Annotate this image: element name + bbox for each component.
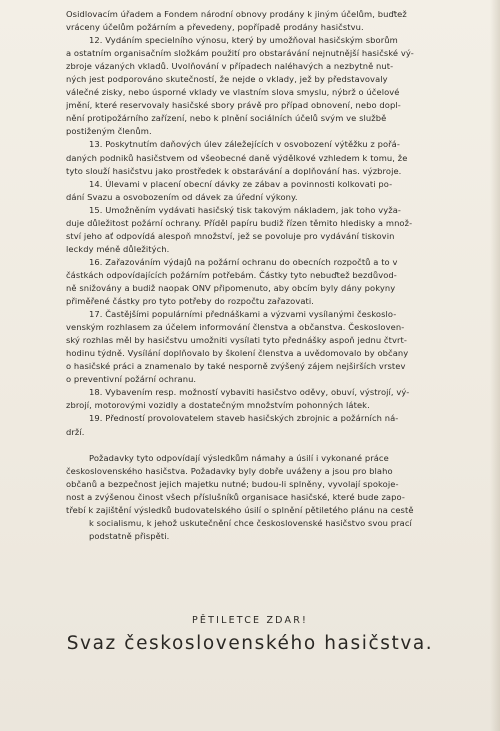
- paragraph-gap: [66, 439, 492, 452]
- text-line: ných jest podporováno skutečností, že nejde o vklady, jež by představovaly: [66, 74, 388, 85]
- text-line: ství jeho ať odpovídá alespoň množství, jež se povoluje pro vydávání tiskovin: [66, 230, 395, 241]
- text-line: ně snižovány a budiž naopak ONV připomenuto, aby obcím byly dány pokyny: [66, 282, 396, 293]
- text-line: československého hasičstva. Požadavky byly dobře uváženy a jsou pro blaho: [66, 465, 393, 476]
- text-line: 18. Vybavením resp. možností vybaviti hasičstvo oděvy, obuví, výstrojí, vý-: [89, 387, 410, 398]
- text-line: tyto slouží hasičstvu jako prostředek k obstarávání a doplňování has. výzbroje.: [66, 165, 402, 176]
- text-line: jmění, které reservovaly hasičské sbory právě pro případ obnovení, nebo dopl-: [66, 100, 401, 111]
- text-line: 14. Úlevami v placení obecní dávky ze zábav a povinnosti kolkovati po-: [89, 178, 393, 189]
- text-line: částkách odpovídajících požárním potřebám. Částky tyto nebuďtež bezdůvod-: [66, 269, 397, 280]
- text-line: k socialismu, k jehož uskutečnění chce československé hasičstvo svou prací: [89, 517, 412, 528]
- text-line: zbrojí, motorovými vozidly a dostatečným množstvím pohonných látek.: [66, 400, 370, 411]
- text-line: třebí k zajištění výsledků budovatelského úsilí o splnění pětiletého plánu na cestě: [66, 504, 414, 515]
- text-line: nění protipožárního zařízení, nebo k plnění sociálních účelů svým ve službě: [66, 113, 387, 124]
- text-line: vráceny účelům požárním a převedeny, popřípadě prodány hasičstvu.: [66, 22, 364, 33]
- text-line: přiměřené částky pro tyto potřeby do rozpočtu zařazovati.: [66, 296, 315, 307]
- text-line: daných podniků hasičstvem od všeobecné daně výdělkové vzhledem k tomu, že: [66, 152, 408, 163]
- text-line: občanů a bezpečnost jejich majetku nutné; budou-li splněny, vyvolají spokoje-: [66, 478, 399, 489]
- text-line: zbroje vázaných vkladů. Uvolňování v případech naléhavých a nezbytně nut-: [66, 61, 394, 72]
- text-line: 15. Umožněním vydávati hasičský tisk takovým nákladem, jak toho vyža-: [89, 204, 402, 215]
- text-line: nost a zvýšenou činost všech příslušníků organisace hasičské, které bude zapo-: [66, 491, 405, 502]
- text-line: drží.: [66, 426, 85, 437]
- text-line: 19. Předností provolovatelem staveb hasičských zbrojnic a požárních ná-: [89, 413, 399, 424]
- text-line: podstatně přispěti.: [89, 530, 170, 541]
- text-line: ský rozhlas měl by hasičstvu umožniti vysílati tyto přednášky aspoň jednu čtvrt-: [66, 335, 407, 346]
- text-line: postiženým členům.: [66, 126, 152, 137]
- text-line: o hasičské práci a znamenalo by také nesporně zvýšený zájem nejširších vrstev: [66, 361, 406, 372]
- signature-organization: Svaz československého hasičstva.: [66, 633, 434, 654]
- page-edge: [490, 0, 500, 731]
- text-line: 16. Zařazováním výdajů na požární ochranu do obecních rozpočtů a to v: [89, 256, 398, 267]
- text-line: a ostatním organisačním složkám použití pro obstarávání nejnutnější hasičské vý-: [66, 48, 414, 59]
- text-line: 17. Častějšími populárními přednáškami a výzvami vysílanými českoslo-: [89, 309, 397, 320]
- text-line: Osidlovacím úřadem a Fondem národní obnovy prodány k jiným účelům, buďtež: [66, 9, 407, 19]
- text-line: válečné zisky, nebo úsporné vklady ve vlastním slova smyslu, nýbrž o účelové: [66, 87, 400, 98]
- body-text: [66, 8, 492, 543]
- text-line: 13. Poskytnutím daňových úlev záležejících v osvobození výtěžku z pořá-: [89, 139, 400, 150]
- text-line: 12. Vydáním specielního výnosu, který by umožňoval hasičským sborům: [89, 35, 398, 46]
- text-line: duje důležitost požární ochrany. Příděl papíru budiž řízen těmito hledisky a množ-: [66, 217, 413, 228]
- text-line: dání Svazu a osvobozením od dávek za úřední výkony.: [66, 191, 298, 202]
- text-line: hodinu týdně. Vysílání doplňovalo by školení členstva a uvědomovalo by občany: [66, 348, 409, 359]
- motto: PĚTILETCE ZDAR!: [191, 615, 309, 626]
- text-line: o preventivní požární ochranu.: [66, 374, 197, 385]
- text-line: leckdy méně důležitých.: [66, 243, 170, 254]
- text-line: venským rozhlasem za účelem informování členstva a občanstva. Českosloven-: [66, 322, 405, 333]
- text-line: Požadavky tyto odpovídají výsledkům námahy a úsilí i vykonané práce: [89, 452, 389, 463]
